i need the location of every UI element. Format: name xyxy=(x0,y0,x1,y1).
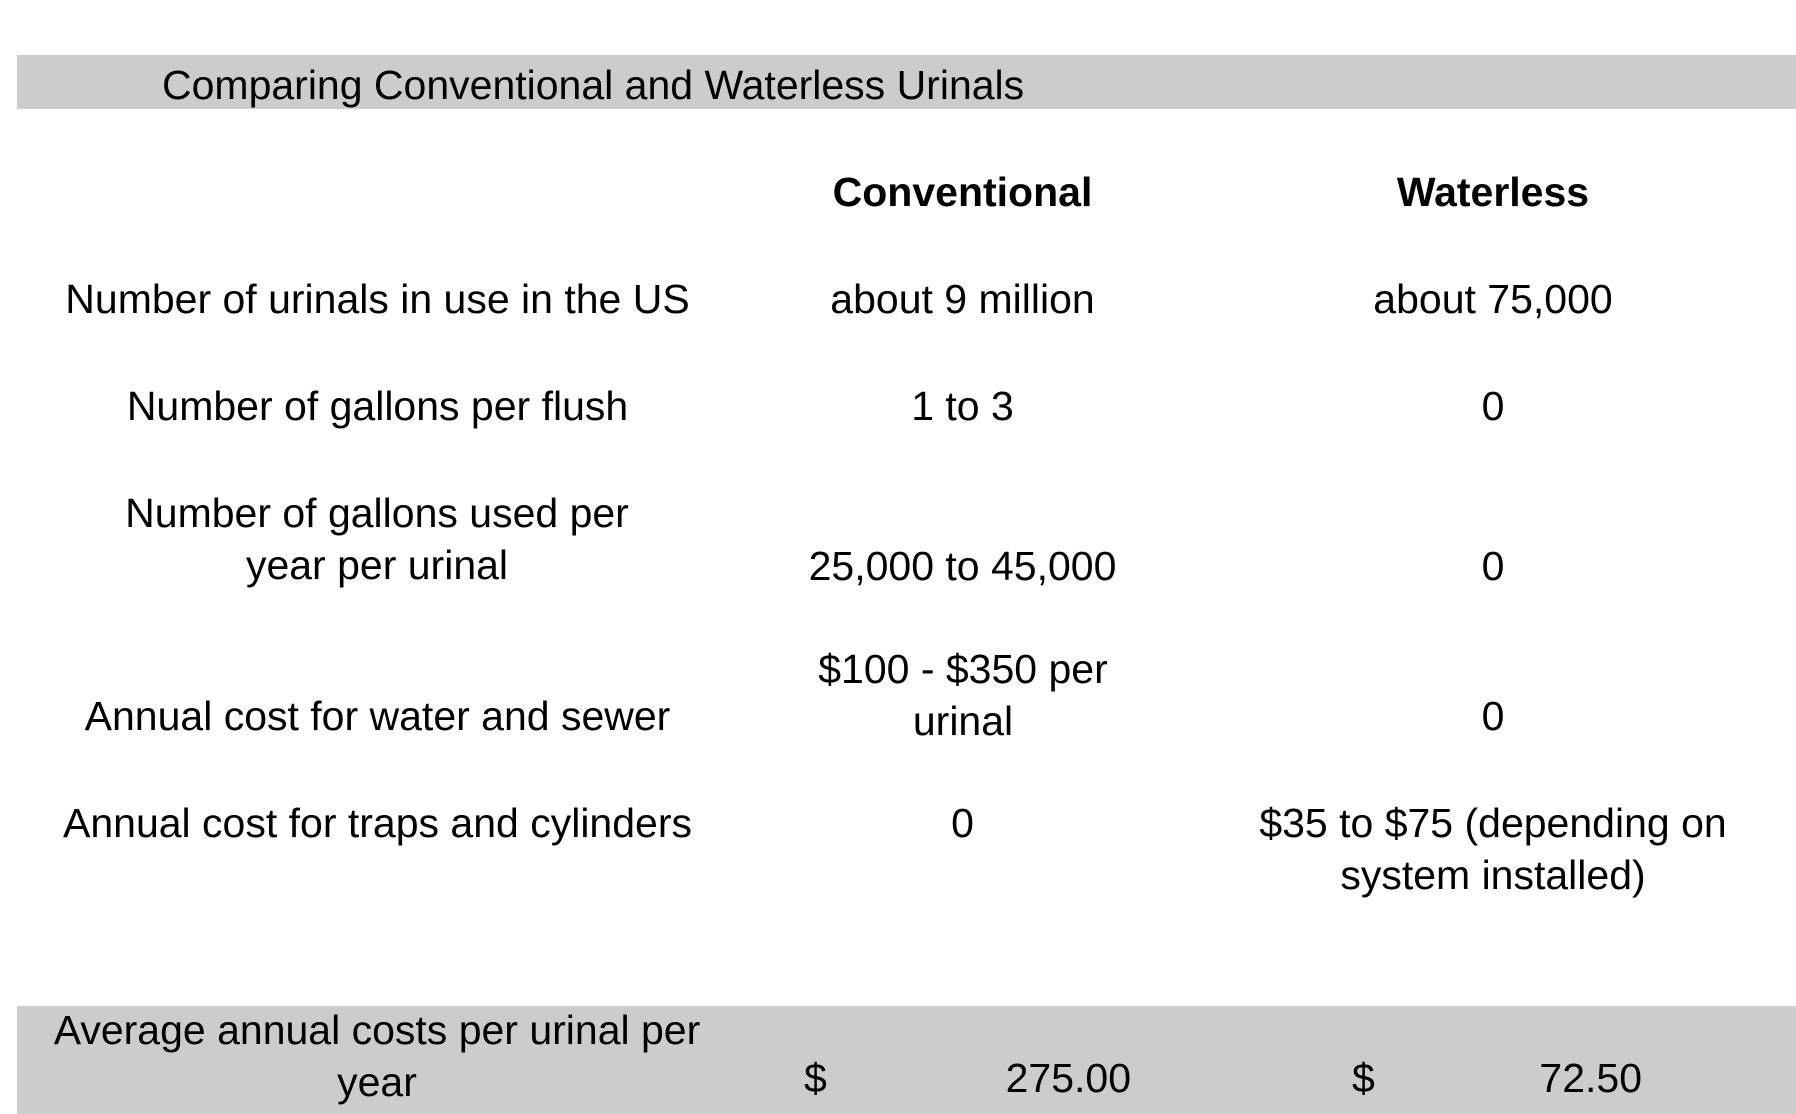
row-waterless-value: 0 xyxy=(1481,383,1505,429)
sheet-title: Comparing Conventional and Waterless Urinals xyxy=(162,62,1025,108)
row-conventional-value: 25,000 to 45,000 xyxy=(808,543,1117,589)
total-waterless-value: 72.50 xyxy=(1539,1055,1642,1101)
row-conventional-value: 1 to 3 xyxy=(911,383,1014,429)
column-header-waterless: Waterless xyxy=(1396,169,1590,215)
row-label: Annual cost for traps and cylinders xyxy=(63,800,692,846)
row-conventional-value: $100 - $350 per urinal xyxy=(818,646,1108,744)
row-label: Number of gallons per flush xyxy=(126,383,629,429)
row-conventional-value: about 9 million xyxy=(830,276,1095,322)
row-conventional-value: 0 xyxy=(951,800,974,846)
row-waterless-value: about 75,000 xyxy=(1373,276,1613,322)
total-waterless-currency: $ xyxy=(1352,1055,1375,1101)
row-waterless-value: 0 xyxy=(1481,693,1505,739)
row-waterless-value: $35 to $75 (depending on system installed) xyxy=(1259,800,1727,898)
column-header-conventional: Conventional xyxy=(832,169,1093,215)
row-label: Number of gallons used per year per urinal xyxy=(125,490,629,588)
total-conventional-currency: $ xyxy=(804,1055,827,1101)
total-label: Average annual costs per urinal per year xyxy=(53,1007,701,1105)
total-conventional-value: 275.00 xyxy=(1005,1055,1131,1101)
row-label: Annual cost for water and sewer xyxy=(84,693,671,739)
row-label: Number of urinals in use in the US xyxy=(65,276,690,322)
row-waterless-value: 0 xyxy=(1481,543,1505,589)
